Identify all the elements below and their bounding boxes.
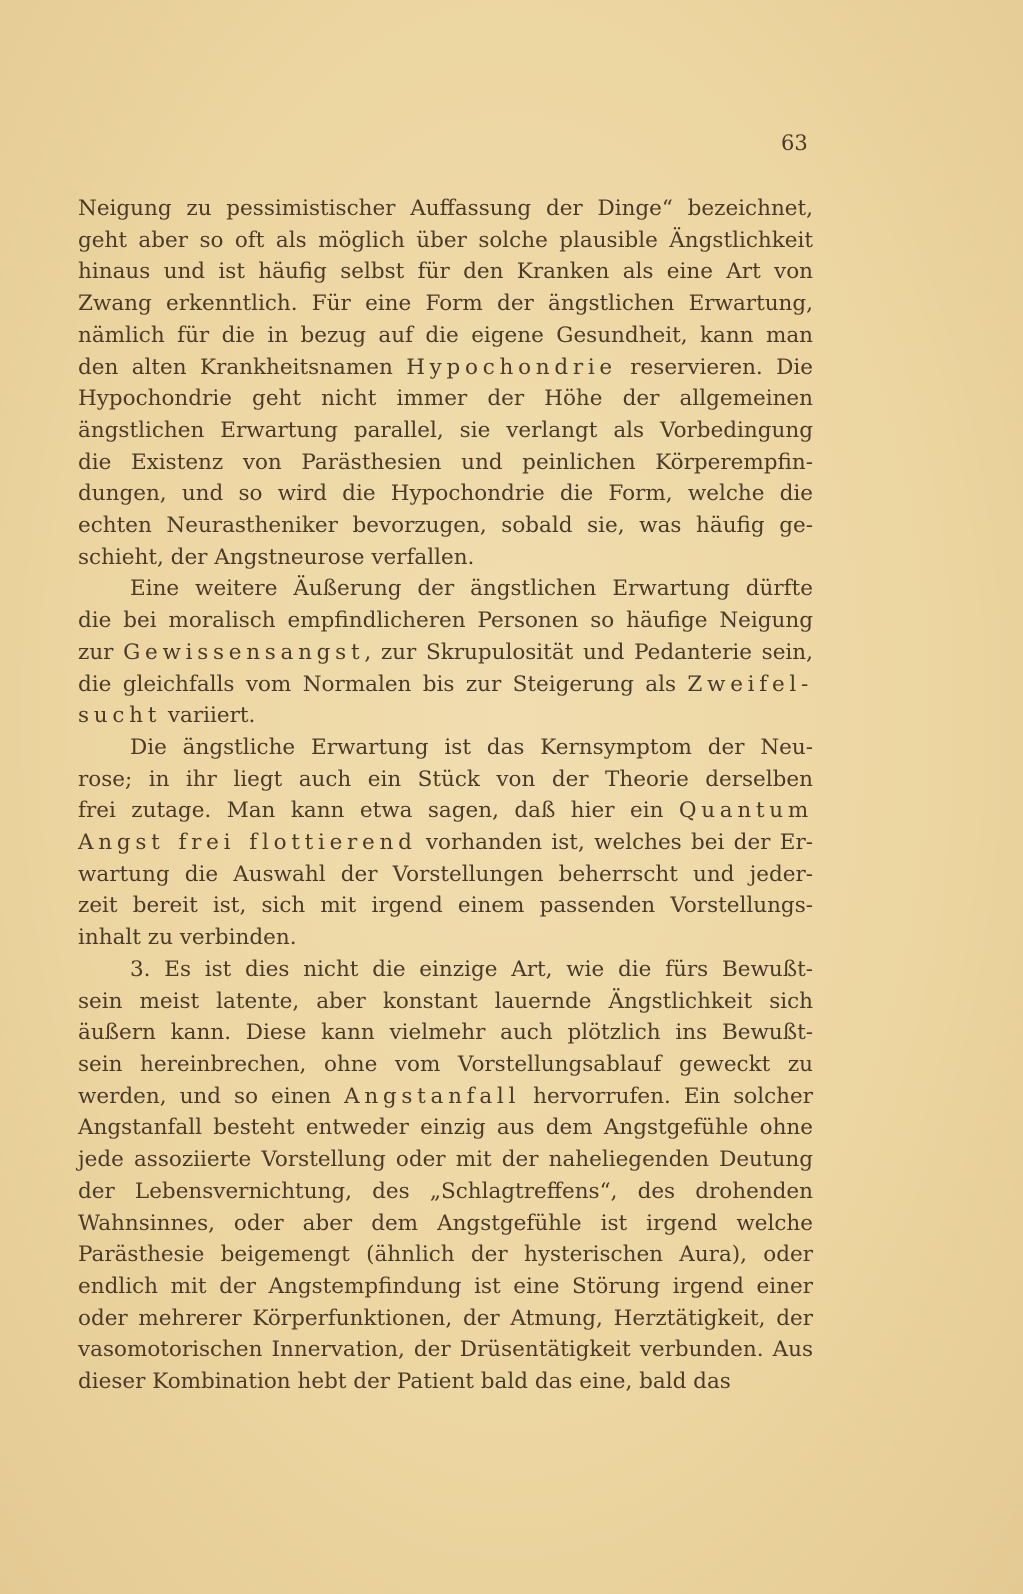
text-line: dungen, und so wird die Hypochondrie die Form, welche die: [78, 481, 813, 507]
text-line: jede assoziierte Vorstellung oder mit der naheliegenden Deutung: [78, 1147, 813, 1173]
text-line: sein hereinbrechen, ohne vom Vorstellungsablauf geweckt zu: [78, 1051, 813, 1077]
text-line: geht aber so oft als möglich über solche plausible Ängstlichkeit: [78, 227, 813, 253]
spaced-emphasis: sucht: [78, 703, 162, 729]
text-line: Wahnsinnes, oder aber dem Angstgefühle ist irgend welche: [78, 1210, 813, 1236]
text-line: hinaus und ist häufig selbst für den Kranken als eine Art von: [78, 259, 813, 285]
text-line: ängstlichen Erwartung parallel, sie verlangt als Vorbedingung: [78, 417, 813, 443]
text-line: nämlich für die in bezug auf die eigene Gesundheit, kann man: [78, 322, 813, 348]
spaced-emphasis: Angst frei flottierend: [78, 830, 417, 856]
paragraph: [78, 193, 813, 573]
text-line: Neigung zu pessimistischer Auffassung der Dinge“ bezeichnet,: [78, 196, 813, 221]
text-line: dieser Kombination hebt der Patient bald das eine, bald das: [78, 1369, 731, 1395]
text-line: die Existenz von Parästhesien und peinlichen Körperempfin-: [78, 449, 813, 475]
spaced-emphasis: Angstanfall: [344, 1083, 521, 1109]
spaced-emphasis: Hypochondrie: [406, 354, 617, 380]
text-line: vasomotorischen Innervation, der Drüsentätigkeit verbunden. Aus: [78, 1337, 813, 1363]
text-line: inhalt zu verbinden.: [78, 925, 297, 951]
page-number: 63: [781, 131, 808, 155]
text-line: äußern kann. Diese kann vielmehr auch plötzlich ins Bewußt-: [78, 1020, 813, 1046]
text-line: den alten Krankheitsnamen Hypochondrie reservieren. Die: [78, 354, 813, 380]
text-line: echten Neurastheniker bevorzugen, sobald sie, was häufig ge-: [78, 513, 813, 539]
text-line: Zwang erkenntlich. Für eine Form der ängstlichen Erwartung,: [78, 291, 813, 317]
text-line: wartung die Auswahl der Vorstellungen beherrscht und jeder-: [78, 861, 813, 887]
spaced-emphasis: Quantum: [678, 798, 813, 824]
text-line: werden, und so einen Angstanfall hervorrufen. Ein solcher: [78, 1083, 813, 1109]
text-line: die gleichfalls vom Normalen bis zur Steigerung als Zweifel-: [78, 671, 813, 697]
text-line: zur Gewissensangst, zur Skrupulosität und Pedanterie sein,: [78, 639, 813, 665]
text-line: frei zutage. Man kann etwa sagen, daß hier ein Quantum: [78, 798, 813, 824]
text-line: sucht variiert.: [78, 703, 256, 729]
spaced-emphasis: Zweifel-: [687, 671, 813, 697]
paragraph: [78, 573, 813, 732]
text-line: der Lebensvernichtung, des „Schlagtreffens“, des drohenden: [78, 1178, 813, 1204]
body-text: [78, 193, 813, 1398]
text-line: die bei moralisch empfindlicheren Personen so häufige Neigung: [78, 608, 813, 634]
text-line: Parästhesie beigemengt (ähnlich der hysterischen Aura), oder: [78, 1242, 813, 1268]
text-line: endlich mit der Angstempfindung ist eine Störung irgend einer: [78, 1273, 813, 1299]
spaced-emphasis: Gewissensangst: [123, 639, 365, 665]
text-line: Angst frei flottierend vorhanden ist, welches bei der Er-: [78, 830, 813, 856]
text-line: Angstanfall besteht entweder einzig aus dem Angstgefühle ohne: [78, 1115, 813, 1141]
text-line: 3. Es ist dies nicht die einzige Art, wie die fürs Bewußt-: [130, 956, 813, 982]
paragraph: [78, 732, 813, 954]
text-line: sein meist latente, aber konstant lauernde Ängstlichkeit sich: [78, 988, 813, 1014]
text-line: Die ängstliche Erwartung ist das Kernsymptom der Neu-: [130, 734, 813, 760]
text-line: Eine weitere Äußerung der ängstlichen Erwartung dürfte: [130, 576, 813, 602]
text-line: zeit bereit ist, sich mit irgend einem passenden Vorstellungs-: [78, 893, 813, 919]
text-line: schieht, der Angstneurose verfallen.: [78, 544, 475, 570]
paragraph: [78, 954, 813, 1398]
text-line: Hypochondrie geht nicht immer der Höhe der allgemeinen: [78, 386, 813, 412]
text-line: oder mehrerer Körperfunktionen, der Atmung, Herztätigkeit, der: [78, 1305, 813, 1331]
text-line: rose; in ihr liegt auch ein Stück von der Theorie derselben: [78, 766, 813, 792]
